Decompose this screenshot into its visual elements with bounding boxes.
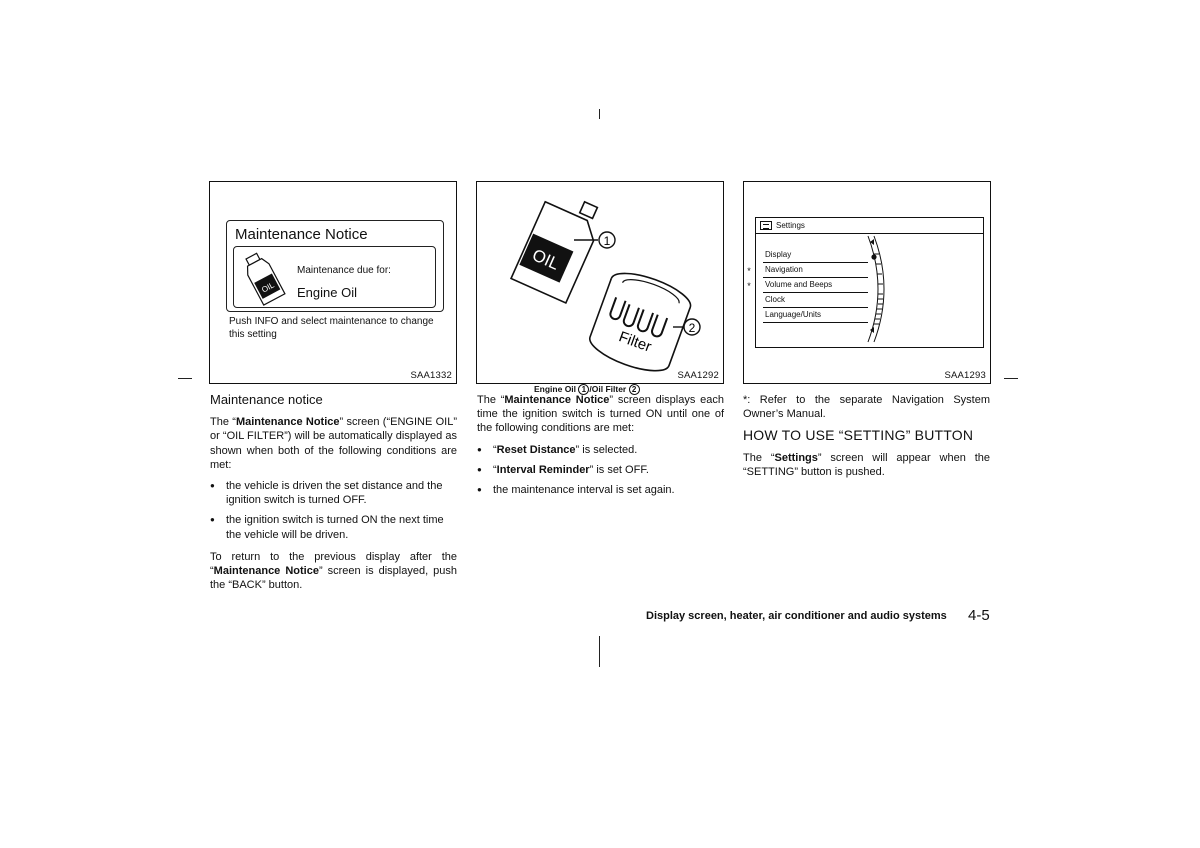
section-heading-setting-button: HOW TO USE “SETTING” BUTTON: [743, 427, 974, 444]
settings-screen: [747, 217, 984, 348]
settings-item-display[interactable]: Display: [763, 248, 868, 263]
settings-item-clock[interactable]: Clock: [763, 293, 868, 308]
maintenance-item-engine-oil: Engine Oil: [297, 285, 357, 300]
caption-oil-filter: /Oil Filter: [589, 384, 627, 394]
svg-text:OIL: OIL: [260, 280, 276, 295]
caption-callout-1: 1: [578, 384, 589, 395]
figure-code: SAA1293: [944, 370, 986, 381]
settings-item-volume-and-beeps[interactable]: Volume and Beeps: [763, 278, 868, 293]
settings-item-language-units[interactable]: Language/Units: [763, 308, 868, 323]
oil-bottle-icon: [238, 250, 290, 308]
column-2: [477, 393, 724, 503]
crop-mark-left: [178, 378, 192, 379]
oil-filter-icon: [585, 265, 695, 378]
caption-callout-2: 2: [629, 384, 640, 395]
maintenance-notice-screen: [226, 220, 444, 312]
figure-settings-screen: [743, 181, 991, 384]
maintenance-due-panel: [233, 246, 436, 308]
list-item: ● the maintenance interval is set again.: [477, 483, 724, 497]
paragraph: To return to the previous display after the “Maintenance Notice” screen is displayed, push the “BACK” button.: [210, 550, 457, 592]
section-heading-maintenance-notice: Maintenance notice: [210, 392, 323, 407]
settings-item-navigation[interactable]: Navigation: [763, 263, 868, 278]
caption-engine-oil: Engine Oil: [534, 384, 577, 394]
callout-2: 2: [688, 321, 696, 335]
callout-1: 1: [603, 234, 611, 248]
figure-maintenance-notice: [209, 181, 457, 384]
reference-note: *: Refer to the separate Navigation System Owner’s Manual.: [743, 394, 990, 421]
maintenance-notice-title: Maintenance Notice: [235, 226, 368, 243]
list-item: ● the vehicle is driven the set distance and the ignition switch is turned OFF.: [210, 479, 457, 507]
maintenance-due-label: Maintenance due for:: [297, 265, 391, 276]
crop-mark-bottom: [599, 636, 600, 667]
bullet-list: [210, 479, 457, 542]
reference-star: *: [747, 266, 751, 276]
figure-code: SAA1332: [410, 370, 452, 381]
figure-code: SAA1292: [677, 370, 719, 381]
list-item: ● “Interval Reminder” is set OFF.: [477, 463, 724, 477]
paragraph: The “Settings” screen will appear when the “SETTING” button is pushed.: [743, 451, 990, 478]
list-item: ● the ignition switch is turned ON the next time the vehicle will be driven.: [210, 513, 457, 541]
paragraph: The “Maintenance Notice” screen (“ENGINE OIL” or “OIL FILTER”) will be automatically displayed as shown when both of the following conditions are met:: [210, 416, 457, 471]
list-item: ● “Reset Distance” is selected.: [477, 443, 724, 457]
crop-mark-right: [1004, 378, 1018, 379]
settings-menu-icon: [760, 221, 772, 230]
column-3: [743, 393, 990, 486]
svg-text:Filter: Filter: [616, 328, 654, 356]
oil-and-filter-illustration: [477, 182, 723, 383]
scroll-dial-icon[interactable]: [866, 234, 896, 344]
page-number: 4-5: [968, 607, 990, 624]
engine-oil-bottle-icon: [511, 187, 606, 303]
settings-title: Settings: [776, 221, 805, 230]
svg-text:OIL: OIL: [529, 245, 563, 274]
reference-star: *: [747, 281, 751, 291]
settings-header: [756, 218, 983, 234]
paragraph: The “Maintenance Notice” screen displays each time the ignition switch is turned ON until one of the following conditions are met:: [477, 394, 724, 435]
maintenance-instruction-text: Push INFO and select maintenance to change this setting: [229, 316, 434, 340]
column-1: [210, 393, 457, 599]
figure-oil-and-filter: [476, 181, 724, 384]
bullet-list: [477, 443, 724, 498]
section-footer: Display screen, heater, air conditioner and audio systems: [646, 610, 947, 622]
crop-mark-top: [599, 109, 600, 119]
